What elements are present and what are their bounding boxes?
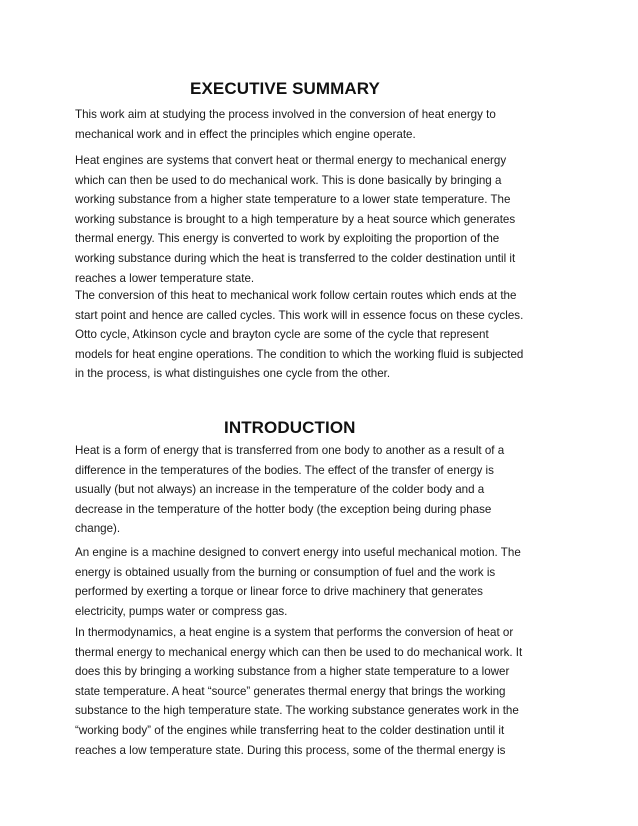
text-line: “working body” of the engines while transferring heat to the colder destination until it: [75, 723, 505, 737]
text-line: difference in the temperatures of the bodies. The effect of the transfer of energy is: [75, 463, 494, 477]
text-line: working substance is brought to a high temperature by a heat source which generates: [75, 212, 516, 226]
text-line: electricity, pumps water or compress gas.: [75, 604, 288, 618]
text-line: thermal energy to mechanical energy which can then be used to do mechanical work. It: [75, 645, 523, 659]
text-line: An engine is a machine designed to convert energy into useful mechanical motion. The: [75, 546, 521, 559]
text-line: working substance during which the heat is transferred to the colder destination until it: [75, 251, 516, 265]
executive-summary-paragraph-3: [75, 286, 575, 384]
executive-summary-heading: EXECUTIVE SUMMARY: [190, 79, 380, 98]
text-line: in the process, is what distinguishes one cycle from the other.: [75, 367, 391, 381]
text-line: Heat engines are systems that convert heat or thermal energy to mechanical energy: [75, 154, 507, 167]
text-line: models for heat engine operations. The condition to which the working fluid is subjected: [75, 347, 524, 361]
text-line: which can then be used to do mechanical work. This is done basically by bringing a: [75, 173, 502, 187]
text-line: state temperature. A heat “source” generates thermal energy that brings the working: [75, 684, 506, 698]
text-line: usually (but not always) an increase in the temperature of the colder body and a: [75, 483, 485, 497]
text-line: start point and hence are called cycles. This work will in essence focus on these cycles.: [75, 308, 524, 322]
text-line: In thermodynamics, a heat engine is a system that performs the conversion of heat or: [75, 626, 514, 639]
introduction-heading: INTRODUCTION: [224, 418, 356, 437]
text-line: performed by exerting a torque or linear force to drive machinery that generates: [75, 585, 483, 599]
text-line: energy is obtained usually from the burning or consumption of fuel and the work is: [75, 565, 496, 579]
text-line: substance to the high temperature state. The working substance generates work in the: [75, 704, 519, 718]
introduction-paragraph-3: [75, 623, 575, 760]
introduction-paragraph-1: [75, 441, 575, 539]
text-line: does this by bringing a working substance from a higher state temperature to a lower: [75, 665, 510, 679]
text-line: reaches a lower temperature state.: [75, 271, 255, 285]
executive-summary-paragraph-1: [75, 105, 575, 144]
text-line: The conversion of this heat to mechanical work follow certain routes which ends at the: [75, 289, 517, 302]
text-line: Otto cycle, Atkinson cycle and brayton cycle are some of the cycle that represent: [75, 328, 489, 342]
text-line: change).: [75, 522, 121, 536]
text-line: working substance from a higher state temperature to a lower state temperature. The: [75, 193, 511, 207]
text-line: This work aim at studying the process involved in the conversion of heat energy to: [75, 108, 496, 121]
introduction-paragraph-2: [75, 543, 575, 621]
text-line: Heat is a form of energy that is transferred from one body to another as a result of a: [75, 444, 505, 457]
text-line: decrease in the temperature of the hotter body (the exception being during phase: [75, 502, 492, 516]
executive-summary-paragraph-2: [75, 151, 575, 288]
text-line: mechanical work and in effect the principles which engine operate.: [75, 127, 416, 141]
text-line: thermal energy. This energy is converted to work by exploiting the proportion of the: [75, 232, 500, 246]
text-line: reaches a low temperature state. During this process, some of the thermal energy is: [75, 743, 506, 757]
